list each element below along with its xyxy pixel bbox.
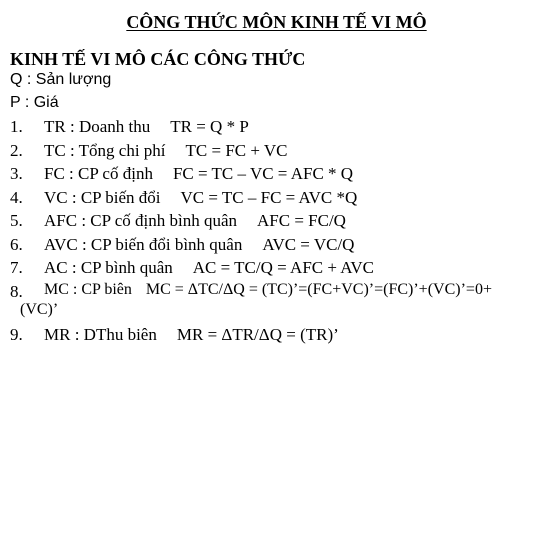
formula-number: 5. (10, 211, 23, 230)
formula-body (44, 186, 357, 210)
formula-expression: TC = FC + VC (185, 140, 288, 160)
formula-expression: AC = TC/Q = AFC + AVC (192, 258, 374, 277)
formula-number: 9. (10, 324, 23, 344)
formula-item-tc (0, 139, 553, 163)
formula-term: TC : Tổng chi phí (44, 140, 166, 160)
formula-number: 8. (10, 281, 23, 301)
formula-item-fc (0, 162, 553, 186)
formula-body (44, 139, 288, 163)
formula-number: 2. (10, 140, 23, 160)
document-title-text: CÔNG THỨC MÔN KINH TẾ VI MÔ (126, 12, 427, 32)
formula-expression: AFC = FC/Q (257, 211, 346, 230)
formula-body (44, 115, 249, 139)
formula-item-vc (0, 186, 553, 210)
formula-body (44, 323, 339, 347)
formula-body (44, 233, 354, 257)
formula-term: AC : CP bình quân (44, 258, 173, 277)
formula-body (44, 209, 346, 233)
formula-term: AVC : CP biến đổi bình quân (44, 234, 243, 254)
formula-item-mc (0, 280, 553, 323)
formula-term: MR : DThu biên (44, 324, 157, 344)
formula-term: AFC : CP cố định bình quân (44, 211, 237, 230)
formula-expression: MR = ΔTR/ΔQ = (TR)’ (176, 324, 339, 344)
formula-number: 4. (10, 187, 23, 207)
definition-price: P : Giá (10, 94, 59, 111)
formula-list (0, 115, 553, 346)
formula-number: 6. (10, 234, 23, 254)
document-title (0, 12, 553, 33)
formula-expression: MC = ΔTC/ΔQ = (TC)’=(FC+VC)’=(FC)’+(VC)’=0+ (145, 280, 492, 298)
definition-quantity: Q : Sản lượng (10, 71, 112, 88)
section-heading: KINH TẾ VI MÔ CÁC CÔNG THỨC (10, 49, 306, 69)
formula-term: VC : CP biến đổi (44, 187, 161, 207)
formula-term: MC : CP biên (44, 280, 132, 298)
formula-expression: FC = TC – VC = AFC * Q (172, 164, 354, 183)
formula-body (44, 256, 374, 280)
formula-expression-continued: (VC)’ (20, 300, 59, 318)
formula-item-tr (0, 115, 553, 139)
formula-term: FC : CP cố định (44, 164, 153, 183)
formula-body (44, 280, 492, 300)
formula-item-avc (0, 233, 553, 257)
formula-body (44, 162, 353, 186)
formula-item-afc (0, 209, 553, 233)
formula-number: 3. (10, 164, 23, 183)
formula-item-mr (0, 323, 553, 347)
formula-expression: TR = Q * P (170, 117, 249, 136)
formula-number: 1. (10, 117, 23, 136)
formula-term: TR : Doanh thu (44, 117, 151, 136)
formula-number: 7. (10, 258, 23, 277)
formula-expression: VC = TC – FC = AVC *Q (180, 187, 358, 207)
formula-item-ac (0, 256, 553, 280)
formula-expression: AVC = VC/Q (262, 234, 355, 254)
